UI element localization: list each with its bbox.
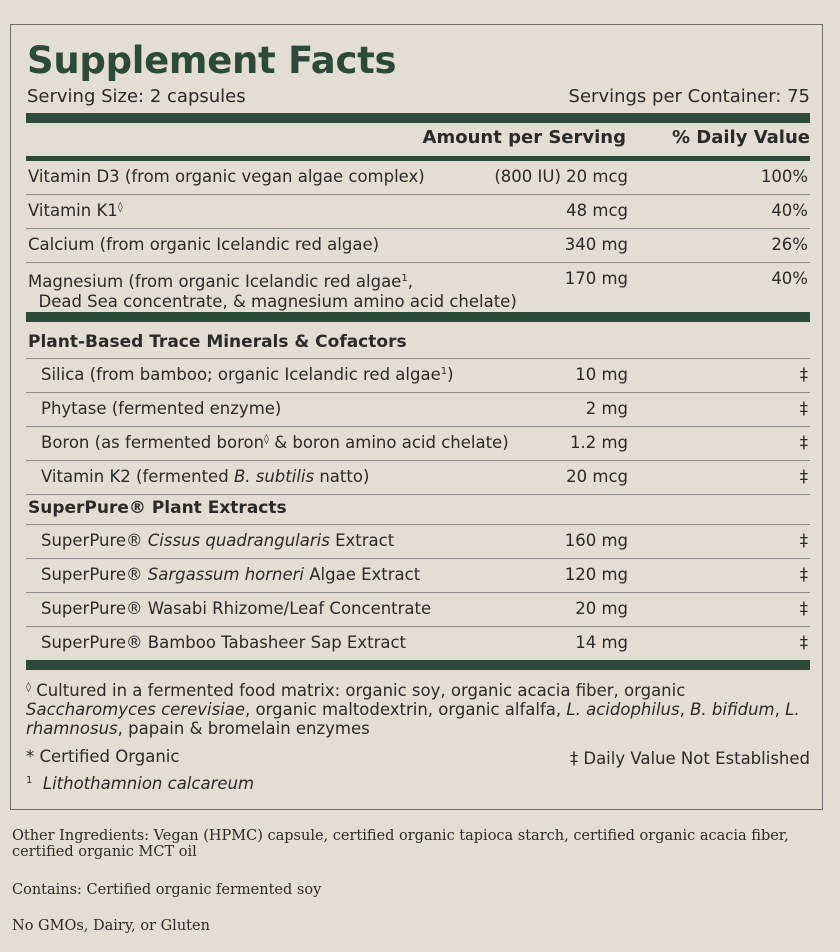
nutrient-dv: ‡ — [799, 565, 808, 584]
nutrient-dv: ‡ — [799, 399, 808, 418]
nutrient-name: Vitamin K2 (fermented B. subtilis natto) — [41, 467, 370, 486]
supplement-facts-panel — [10, 24, 823, 810]
footnote-cultured: ◊ Cultured in a fermented food matrix: organic soy, organic acacia fiber, organic Saccharomyces cerevisiae, organic maltodextrin, organic alfalfa, L. acidophilus, B. bifidum, L. rhamnosus, papain & bromelain enzymes — [26, 681, 800, 738]
nutrient-dv: ‡ — [799, 433, 808, 452]
nutrient-name: SuperPure® Sargassum horneri Algae Extract — [41, 565, 421, 584]
nutrient-dv: ‡ — [799, 467, 808, 486]
nutrient-name: Vitamin K1◊ — [28, 201, 123, 220]
nutrient-amount: 20 mg — [575, 599, 628, 618]
nutrient-dv: 26% — [771, 235, 808, 254]
bottom-divider-bar — [26, 660, 810, 670]
nutrient-row-vitamin-k2 — [26, 461, 810, 495]
nutrient-name: Silica (from bamboo; organic Icelandic red algae$^1$) — [41, 365, 454, 384]
nutrient-amount: 160 mg — [564, 531, 628, 550]
nutrient-dv: ‡ — [799, 599, 808, 618]
top-divider-bar — [26, 113, 810, 123]
nutrient-amount: 170 mg — [564, 269, 628, 288]
panel-title: Supplement Facts — [27, 39, 397, 82]
section-heading-trace-minerals: Plant-Based Trace Minerals & Cofactors — [28, 332, 407, 352]
nutrient-row-sargassum — [26, 559, 810, 593]
nutrient-dv: ‡ — [799, 365, 808, 384]
nutrient-name: Boron (as fermented boron◊ & boron amino acid chelate) — [41, 433, 509, 452]
servings-per-container: Servings per Container: 75 — [568, 86, 810, 107]
nutrient-row-wasabi — [26, 593, 810, 627]
nutrient-amount: 120 mg — [564, 565, 628, 584]
nutrient-row-boron — [26, 427, 810, 461]
nutrient-amount: 48 mcg — [566, 201, 628, 220]
nutrient-amount: 14 mg — [575, 633, 628, 652]
nutrient-amount: 340 mg — [564, 235, 628, 254]
column-header-amount: Amount per Serving — [422, 127, 626, 148]
section-divider-bar — [26, 312, 810, 322]
nutrient-amount: 2 mg — [585, 399, 628, 418]
nutrient-dv: 100% — [760, 167, 808, 186]
nutrient-dv: 40% — [771, 269, 808, 288]
nutrient-name: Phytase (fermented enzyme) — [41, 399, 282, 418]
contains-statement: Contains: Certified organic fermented soy — [12, 882, 322, 898]
footnote-lithothamnion: $^1$ Lithothamnion calcareum — [26, 774, 255, 793]
nutrient-row-bamboo-tabasheer — [26, 627, 810, 660]
nutrient-row-magnesium — [26, 263, 810, 309]
nutrient-name: Calcium (from organic Icelandic red algae) — [28, 235, 380, 254]
nutrient-row-calcium — [26, 229, 810, 263]
nutrient-amount: 1.2 mg — [569, 433, 628, 452]
nutrient-dv: ‡ — [799, 531, 808, 550]
nutrient-row-cissus — [26, 525, 810, 559]
no-gmos-statement: No GMOs, Dairy, or Gluten — [12, 918, 210, 934]
section-heading-plant-extracts: SuperPure® Plant Extracts — [28, 498, 287, 518]
nutrient-dv: 40% — [771, 201, 808, 220]
nutrient-name: SuperPure® Bamboo Tabasheer Sap Extract — [41, 633, 407, 652]
nutrient-name: SuperPure® Cissus quadrangularis Extract — [41, 531, 395, 550]
nutrient-row-vitamin-d3 — [26, 161, 810, 195]
nutrient-name: SuperPure® Wasabi Rhizome/Leaf Concentrate — [41, 599, 432, 618]
nutrient-name: Vitamin D3 (from organic vegan algae complex) — [28, 167, 425, 186]
footnote-dv-not-established: ‡ Daily Value Not Established — [569, 749, 810, 768]
nutrient-row-phytase — [26, 393, 810, 427]
other-ingredients: Other Ingredients: Vegan (HPMC) capsule, certified organic tapioca starch, certified organic acacia fiber, certified organic MCT oil — [12, 828, 789, 860]
nutrient-row-vitamin-k1 — [26, 195, 810, 229]
nutrient-row-silica — [26, 359, 810, 393]
footnote-certified-organic: * Certified Organic — [26, 747, 180, 766]
nutrient-amount: (800 IU) 20 mcg — [494, 167, 628, 186]
serving-size: Serving Size: 2 capsules — [27, 86, 246, 107]
column-header-daily-value: % Daily Value — [671, 127, 810, 148]
nutrient-name: Magnesium (from organic Icelandic red algae$^1$, Dead Sea concentrate, & magnesium amino acid chelate) — [28, 272, 517, 311]
nutrient-amount: 20 mcg — [566, 467, 628, 486]
nutrient-dv: ‡ — [799, 633, 808, 652]
nutrient-amount: 10 mg — [575, 365, 628, 384]
